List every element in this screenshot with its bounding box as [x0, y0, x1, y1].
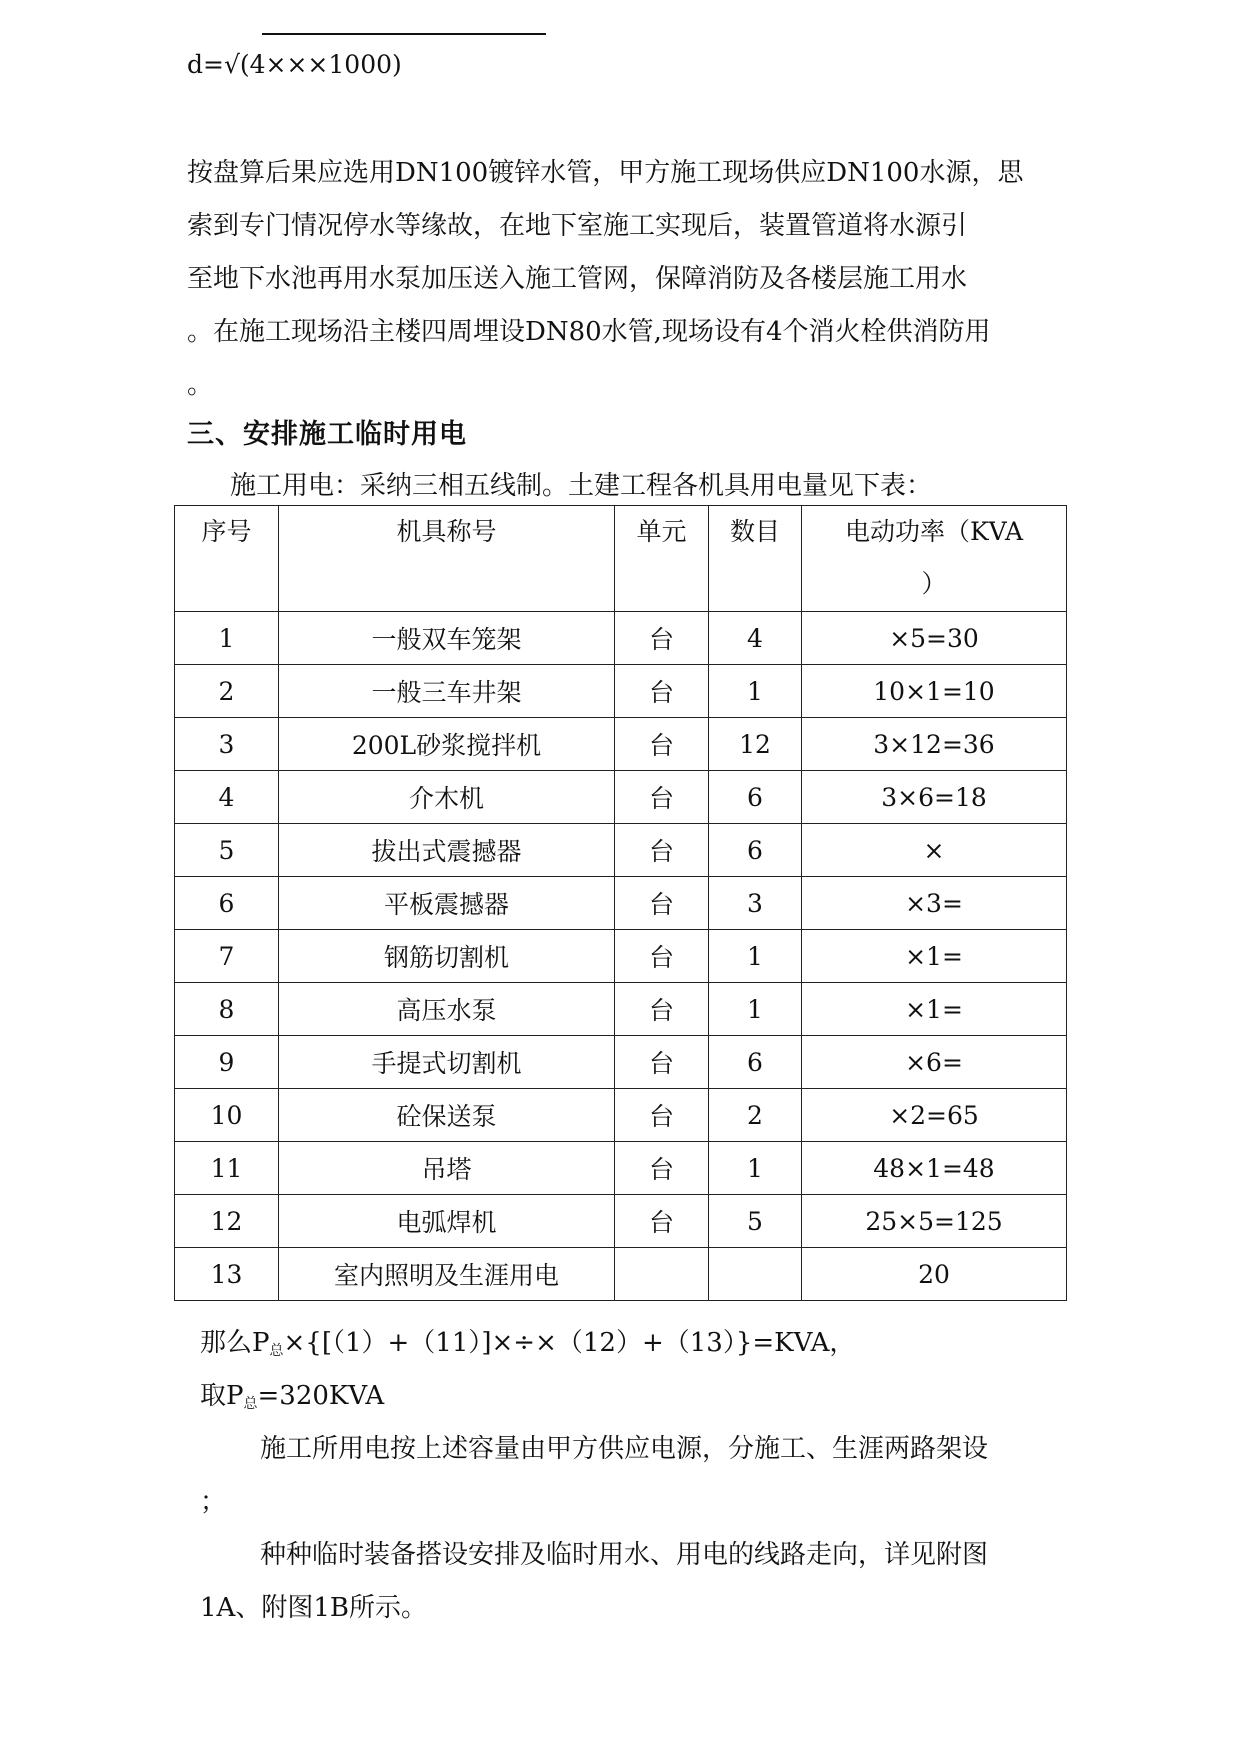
row-qty: 2 [709, 1089, 802, 1142]
row-power: 10×1=10 [802, 665, 1067, 718]
row-power: ×5=30 [802, 612, 1067, 665]
table-row [175, 983, 1067, 1036]
row-name: 高压水泵 [279, 983, 615, 1036]
row-unit: 台 [615, 877, 709, 930]
row-power: ×1= [802, 930, 1067, 983]
table-row [175, 824, 1067, 877]
supply-text-line2: ； [200, 1487, 227, 1517]
row-power: 3×6=18 [802, 771, 1067, 824]
row-power: 25×5=125 [802, 1195, 1067, 1248]
header-power [802, 506, 1067, 612]
paragraph-line: 按盘算后果应选用DN100镀锌水管，甲方施工现场供应DN100水源，思 [187, 158, 1024, 188]
routing-text-line2: 1A、附图1B所示。 [200, 1593, 427, 1623]
row-name: 平板震撼器 [279, 877, 615, 930]
table-row [175, 665, 1067, 718]
header-unit: 单元 [615, 506, 709, 612]
row-qty: 3 [709, 877, 802, 930]
row-unit: 台 [615, 983, 709, 1036]
row-unit: 台 [615, 1195, 709, 1248]
total-power-formula [200, 1322, 855, 1360]
row-unit: 台 [615, 665, 709, 718]
row-power: 20 [802, 1248, 1067, 1301]
equipment-power-table [174, 505, 1067, 1301]
row-name: 一般双车笼架 [279, 612, 615, 665]
row-no: 10 [175, 1089, 279, 1142]
row-power: ×2=65 [802, 1089, 1067, 1142]
total-take-suffix: =320KVA [257, 1381, 385, 1411]
row-unit: 台 [615, 930, 709, 983]
routing-text-line1: 种种临时装备搭设安排及临时用水、用电的线路走向，详见附图 [260, 1540, 989, 1570]
row-no: 6 [175, 877, 279, 930]
row-qty: 1 [709, 930, 802, 983]
total-formula-prefix: 那么P [200, 1328, 270, 1358]
table-header-row [175, 506, 1067, 612]
row-qty: 4 [709, 612, 802, 665]
table-row [175, 877, 1067, 930]
row-qty: 6 [709, 771, 802, 824]
row-unit: 台 [615, 718, 709, 771]
supply-text-line1: 施工所用电按上述容量由甲方供应电源，分施工、生涯两路架设 [260, 1434, 989, 1464]
header-power-line2: ） [921, 569, 947, 598]
row-no: 1 [175, 612, 279, 665]
row-power: ×3= [802, 877, 1067, 930]
row-no: 9 [175, 1036, 279, 1089]
row-name: 吊塔 [279, 1142, 615, 1195]
table-row [175, 1036, 1067, 1089]
row-name: 拔出式震撼器 [279, 824, 615, 877]
row-unit: 台 [615, 1089, 709, 1142]
paragraph-line: 索到专门情况停水等缘故，在地下室施工实现后，装置管道将水源引 [187, 211, 968, 241]
header-qty: 数目 [709, 506, 802, 612]
row-power: ×1= [802, 983, 1067, 1036]
row-name: 电弧焊机 [279, 1195, 615, 1248]
header-name: 机具称号 [279, 506, 615, 612]
pipe-diameter-formula: d=√(4×××1000) [187, 50, 402, 79]
row-qty: 5 [709, 1195, 802, 1248]
row-qty: 1 [709, 665, 802, 718]
row-unit: 台 [615, 1142, 709, 1195]
row-name: 200L砂浆搅拌机 [279, 718, 615, 771]
row-name: 砼保送泵 [279, 1089, 615, 1142]
row-name: 介木机 [279, 771, 615, 824]
row-name: 钢筋切割机 [279, 930, 615, 983]
header-power-line1: 电动功率（KVA [844, 517, 1024, 546]
paragraph-line: 。在施工现场沿主楼四周埋设DN80水管,现场设有4个消火栓供消防用 [187, 317, 991, 347]
row-unit: 台 [615, 771, 709, 824]
paragraph-line: 。 [187, 370, 214, 400]
paragraph-line: 至地下水池再用水泵加压送入施工管网，保障消防及各楼层施工用水 [187, 264, 968, 294]
table-row [175, 930, 1067, 983]
row-qty: 1 [709, 983, 802, 1036]
row-no: 12 [175, 1195, 279, 1248]
row-no: 8 [175, 983, 279, 1036]
formula-fraction-bar [262, 33, 546, 35]
row-power: × [802, 824, 1067, 877]
row-qty [709, 1248, 802, 1301]
table-row [175, 718, 1067, 771]
total-take-sub: 总 [243, 1396, 258, 1412]
total-power-take [200, 1375, 384, 1413]
table-row [175, 612, 1067, 665]
row-unit: 台 [615, 1036, 709, 1089]
row-qty: 6 [709, 824, 802, 877]
total-formula-sub: 总 [269, 1343, 284, 1359]
row-no: 4 [175, 771, 279, 824]
row-name: 一般三车井架 [279, 665, 615, 718]
power-intro-text: 施工用电：采纳三相五线制。土建工程各机具用电量见下表： [230, 471, 933, 501]
row-no: 5 [175, 824, 279, 877]
table-row [175, 1142, 1067, 1195]
total-take-prefix: 取P [200, 1381, 244, 1411]
row-qty: 1 [709, 1142, 802, 1195]
table-row [175, 1248, 1067, 1301]
row-no: 11 [175, 1142, 279, 1195]
table-row [175, 1195, 1067, 1248]
row-name: 手提式切割机 [279, 1036, 615, 1089]
row-qty: 12 [709, 718, 802, 771]
row-no: 13 [175, 1248, 279, 1301]
row-power: 48×1=48 [802, 1142, 1067, 1195]
row-unit: 台 [615, 824, 709, 877]
row-power: 3×12=36 [802, 718, 1067, 771]
table-row [175, 1089, 1067, 1142]
table-row [175, 771, 1067, 824]
water-supply-paragraph [187, 147, 1087, 412]
row-unit: 台 [615, 612, 709, 665]
total-formula-suffix: ×{[（1）+（11）]×÷×（12）+（13）}=KVA， [283, 1328, 856, 1358]
row-no: 3 [175, 718, 279, 771]
row-name: 室内照明及生涯用电 [279, 1248, 615, 1301]
row-no: 7 [175, 930, 279, 983]
header-no: 序号 [175, 506, 279, 612]
row-unit [615, 1248, 709, 1301]
row-qty: 6 [709, 1036, 802, 1089]
row-power: ×6= [802, 1036, 1067, 1089]
row-no: 2 [175, 665, 279, 718]
section-heading: 三、安排施工临时用电 [187, 419, 467, 450]
